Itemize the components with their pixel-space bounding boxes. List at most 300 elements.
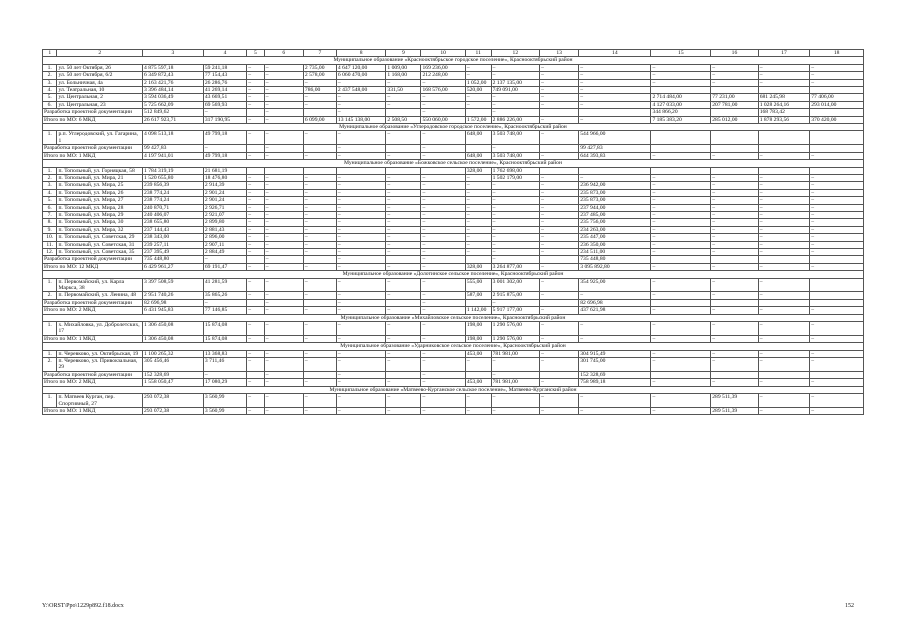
value-cell: – <box>651 79 711 86</box>
value-cell: – <box>386 211 421 218</box>
value-cell: 305 456,46 <box>143 358 204 372</box>
value-cell: – <box>711 197 758 204</box>
section-title: Муниципальное образование «Ударниковское сельское поселение», Краснооктябрьский район <box>43 343 864 350</box>
value-cell: – <box>421 292 465 299</box>
value-cell: 1 142,00 <box>465 307 491 314</box>
value-cell: 1 306 450,08 <box>143 335 204 342</box>
value-cell: 240 870,71 <box>143 204 204 211</box>
value-cell <box>540 167 579 174</box>
value-cell: – <box>711 248 758 255</box>
value-cell: – <box>540 101 579 108</box>
table-row <box>43 109 864 116</box>
value-cell: – <box>540 407 579 414</box>
value-cell: – <box>264 145 303 152</box>
value-cell: 3 503 748,00 <box>491 131 539 145</box>
table-row <box>43 278 864 292</box>
value-cell: 239 856,39 <box>143 182 204 189</box>
address-cell: п. Топольный, ул. Мира, 26 <box>57 189 143 196</box>
value-cell: – <box>421 256 465 263</box>
value-cell <box>386 167 421 174</box>
value-cell: – <box>465 248 491 255</box>
row-number: 6. <box>43 101 57 108</box>
value-cell: – <box>540 87 579 94</box>
value-cell: 82 696,98 <box>579 299 651 306</box>
table-row <box>43 292 864 299</box>
value-cell: – <box>465 182 491 189</box>
value-cell: 4 197 941,01 <box>143 152 204 159</box>
value-cell: – <box>579 335 651 342</box>
value-cell: 758 989,18 <box>579 379 651 386</box>
section-title: Муниципальное образование «Божковское сельское поселение», Краснооктябрьский район <box>43 160 864 167</box>
value-cell: – <box>465 94 491 101</box>
value-cell: – <box>386 322 421 336</box>
address-cell: ул. Центральная, 2 <box>57 94 143 101</box>
value-cell: – <box>421 189 465 196</box>
value-cell: – <box>465 219 491 226</box>
value-cell: – <box>421 182 465 189</box>
value-cell: – <box>303 278 336 292</box>
table-row <box>43 174 864 181</box>
value-cell: 3 503 748,00 <box>491 152 539 159</box>
address-cell: п. Топольный, ул. Мира, 30 <box>57 219 143 226</box>
header-cell: 15 <box>651 50 711 57</box>
value-cell: – <box>540 292 579 299</box>
value-cell: – <box>421 101 465 108</box>
value-cell: – <box>264 204 303 211</box>
row-number: 1. <box>43 64 57 71</box>
value-cell <box>540 299 579 306</box>
value-cell <box>303 145 336 152</box>
value-cell: – <box>651 278 711 292</box>
value-cell: 354 925,00 <box>579 278 651 292</box>
header-cell: 12 <box>491 50 539 57</box>
value-cell <box>247 145 265 152</box>
value-cell: 15 874,08 <box>203 335 246 342</box>
value-cell: – <box>491 101 539 108</box>
value-cell: 49 799,18 <box>203 152 246 159</box>
value-cell: – <box>758 152 810 159</box>
table-row <box>43 94 864 101</box>
value-cell: – <box>540 358 579 372</box>
value-cell: – <box>711 263 758 270</box>
value-cell: 236 350,00 <box>579 241 651 248</box>
value-cell: – <box>758 278 810 292</box>
value-cell: 6 060 470,00 <box>336 72 386 79</box>
value-cell <box>651 167 711 174</box>
value-cell: 169 236,00 <box>421 64 465 71</box>
value-cell: 2 886 226,00 <box>491 116 539 123</box>
value-cell: – <box>465 72 491 79</box>
value-cell: – <box>540 394 579 408</box>
value-cell: – <box>810 379 864 386</box>
value-cell: – <box>810 204 864 211</box>
value-cell: 289 511,39 <box>711 407 758 414</box>
value-cell: 735 448,80 <box>143 256 204 263</box>
page-number: 152 <box>845 603 854 609</box>
value-cell: – <box>247 211 265 218</box>
row-number: 2. <box>43 72 57 79</box>
value-cell: – <box>711 204 758 211</box>
value-cell: 6 099,00 <box>303 116 336 123</box>
value-cell: – <box>758 174 810 181</box>
value-cell <box>711 145 758 152</box>
value-cell: – <box>247 335 265 342</box>
value-cell: – <box>303 211 336 218</box>
value-cell: – <box>810 226 864 233</box>
value-cell: – <box>758 407 810 414</box>
value-cell: – <box>810 241 864 248</box>
value-cell: – <box>264 371 303 378</box>
value-cell: 512 849,62 <box>143 109 204 116</box>
value-cell: – <box>264 197 303 204</box>
value-cell: 293 072,38 <box>143 407 204 414</box>
value-cell: – <box>264 72 303 79</box>
value-cell: 41 269,14 <box>203 87 246 94</box>
section-title: Муниципальное образование «Матвеево-Курганское сельское поселение», Матвеево-Курганский район <box>43 386 864 393</box>
value-cell: – <box>711 226 758 233</box>
value-cell: – <box>758 358 810 372</box>
value-cell: 238 343,00 <box>143 234 204 241</box>
value-cell: 544 966,00 <box>579 131 651 145</box>
value-cell: – <box>491 64 539 71</box>
section-row <box>43 271 864 278</box>
file-path: Y:\ORST\Ppo\1229p892.f18.docx <box>42 603 124 609</box>
value-cell: – <box>711 278 758 292</box>
value-cell: – <box>758 64 810 71</box>
value-cell <box>465 299 491 306</box>
header-row <box>43 50 864 57</box>
value-cell: – <box>758 263 810 270</box>
value-cell: – <box>264 299 303 306</box>
table-row <box>43 211 864 218</box>
value-cell: – <box>579 174 651 181</box>
value-cell: – <box>386 234 421 241</box>
value-cell: – <box>711 72 758 79</box>
value-cell <box>711 87 758 94</box>
value-cell: – <box>579 322 651 336</box>
value-cell <box>711 256 758 263</box>
value-cell: – <box>264 350 303 357</box>
value-cell: 370 420,00 <box>810 116 864 123</box>
value-cell: 77 146,85 <box>203 307 246 314</box>
value-cell: 69 191,47 <box>203 263 246 270</box>
value-cell: – <box>465 204 491 211</box>
budget-table-sheet <box>42 49 864 415</box>
value-cell: – <box>421 322 465 336</box>
value-cell: – <box>651 241 711 248</box>
value-cell <box>303 167 336 174</box>
header-cell: 4 <box>203 50 246 57</box>
value-cell: – <box>336 131 386 145</box>
value-cell: 1 052,00 <box>465 79 491 86</box>
value-cell: – <box>758 241 810 248</box>
value-cell: 152 328,69 <box>579 371 651 378</box>
value-cell: 26 286,76 <box>203 79 246 86</box>
value-cell: – <box>247 307 265 314</box>
section-row <box>43 57 864 64</box>
value-cell: – <box>421 197 465 204</box>
value-cell: – <box>579 407 651 414</box>
value-cell: – <box>336 101 386 108</box>
value-cell <box>386 256 421 263</box>
row-label: Разработка проектной документации <box>43 299 143 306</box>
value-cell: – <box>264 116 303 123</box>
value-cell: – <box>264 64 303 71</box>
value-cell <box>651 256 711 263</box>
value-cell: – <box>264 219 303 226</box>
value-cell: – <box>465 407 491 414</box>
value-cell: – <box>810 72 864 79</box>
value-cell: – <box>421 350 465 357</box>
value-cell: – <box>247 152 265 159</box>
value-cell: – <box>303 234 336 241</box>
value-cell: – <box>579 116 651 123</box>
value-cell: – <box>264 394 303 408</box>
value-cell <box>758 299 810 306</box>
value-cell: – <box>540 219 579 226</box>
value-cell: – <box>247 322 265 336</box>
header-cell: 10 <box>421 50 465 57</box>
value-cell: – <box>336 394 386 408</box>
address-cell: п. Матвеев Курган, пер. Спортивный, 27 <box>57 394 143 408</box>
value-cell <box>810 371 864 378</box>
value-cell <box>247 109 265 116</box>
value-cell: – <box>264 292 303 299</box>
value-cell: – <box>303 79 336 86</box>
value-cell: – <box>264 94 303 101</box>
value-cell: – <box>711 350 758 357</box>
value-cell: – <box>711 335 758 342</box>
value-cell: – <box>651 189 711 196</box>
value-cell: – <box>386 407 421 414</box>
value-cell: – <box>711 322 758 336</box>
row-number: 9. <box>43 226 57 233</box>
row-number: 1. <box>43 394 57 408</box>
value-cell: 2 907,11 <box>203 241 246 248</box>
value-cell: – <box>264 278 303 292</box>
table-row <box>43 256 864 263</box>
row-label: Разработка проектной документации <box>43 256 143 263</box>
value-cell: – <box>810 350 864 357</box>
value-cell: – <box>336 299 386 306</box>
value-cell: – <box>810 263 864 270</box>
value-cell: – <box>651 350 711 357</box>
budget-table <box>42 49 864 415</box>
value-cell: – <box>421 379 465 386</box>
value-cell: 1 520 655,80 <box>143 174 204 181</box>
value-cell: 41 281,59 <box>203 278 246 292</box>
value-cell: – <box>336 371 386 378</box>
value-cell: – <box>810 219 864 226</box>
value-cell: – <box>711 79 758 86</box>
value-cell: 1 009,00 <box>386 64 421 71</box>
value-cell: – <box>264 407 303 414</box>
value-cell: – <box>386 379 421 386</box>
value-cell <box>579 109 651 116</box>
value-cell: – <box>247 278 265 292</box>
value-cell: 237 144,43 <box>143 226 204 233</box>
value-cell: – <box>421 131 465 145</box>
value-cell: 237 944,00 <box>579 204 651 211</box>
value-cell: – <box>336 197 386 204</box>
value-cell: – <box>386 394 421 408</box>
value-cell: – <box>491 241 539 248</box>
value-cell: – <box>651 72 711 79</box>
value-cell: – <box>540 94 579 101</box>
value-cell <box>758 87 810 94</box>
value-cell: – <box>711 189 758 196</box>
value-cell: 198,00 <box>465 335 491 342</box>
value-cell: – <box>711 211 758 218</box>
value-cell: – <box>465 101 491 108</box>
table-body <box>43 50 864 415</box>
value-cell: – <box>491 248 539 255</box>
value-cell: – <box>247 219 265 226</box>
value-cell: – <box>579 94 651 101</box>
value-cell: – <box>303 182 336 189</box>
value-cell: – <box>810 322 864 336</box>
value-cell: 735 448,80 <box>579 256 651 263</box>
value-cell: 237 395,49 <box>143 248 204 255</box>
value-cell: – <box>336 204 386 211</box>
value-cell: 7 185 383,20 <box>651 116 711 123</box>
value-cell: – <box>758 234 810 241</box>
value-cell: – <box>540 234 579 241</box>
row-number: 5. <box>43 94 57 101</box>
value-cell: – <box>540 174 579 181</box>
table-row <box>43 72 864 79</box>
value-cell: – <box>758 197 810 204</box>
value-cell: 2 915 875,00 <box>491 292 539 299</box>
header-cell: 16 <box>711 50 758 57</box>
value-cell: 238 655,80 <box>143 219 204 226</box>
value-cell: – <box>421 263 465 270</box>
table-row <box>43 379 864 386</box>
value-cell: – <box>247 234 265 241</box>
value-cell: – <box>758 307 810 314</box>
section-title: Муниципальное образование «Михайловское сельское поселение», Краснооктябрьский район <box>43 314 864 321</box>
value-cell: 15 874,08 <box>203 322 246 336</box>
value-cell <box>651 131 711 145</box>
value-cell: – <box>540 322 579 336</box>
value-cell: – <box>247 292 265 299</box>
value-cell: – <box>264 87 303 94</box>
row-number: 1. <box>43 131 57 145</box>
value-cell: – <box>540 131 579 145</box>
value-cell: – <box>491 234 539 241</box>
value-cell: – <box>540 79 579 86</box>
value-cell: – <box>421 248 465 255</box>
value-cell: – <box>491 371 539 378</box>
section-row <box>43 343 864 350</box>
value-cell: 2 714 484,00 <box>651 94 711 101</box>
header-cell: 8 <box>336 50 386 57</box>
value-cell: – <box>247 189 265 196</box>
value-cell: 2 437 548,00 <box>336 87 386 94</box>
value-cell: 4 647 120,00 <box>336 64 386 71</box>
value-cell: 239 257,11 <box>143 241 204 248</box>
value-cell <box>247 371 265 378</box>
value-cell: – <box>651 226 711 233</box>
value-cell: – <box>336 94 386 101</box>
value-cell: – <box>336 263 386 270</box>
value-cell: 453,00 <box>465 379 491 386</box>
row-number: 4. <box>43 189 57 196</box>
value-cell <box>303 371 336 378</box>
value-cell: 2 901,24 <box>203 189 246 196</box>
value-cell <box>810 145 864 152</box>
value-cell: – <box>247 174 265 181</box>
value-cell: – <box>386 79 421 86</box>
value-cell: – <box>711 292 758 299</box>
row-number: 5. <box>43 197 57 204</box>
value-cell: – <box>810 335 864 342</box>
value-cell: – <box>336 182 386 189</box>
value-cell: – <box>651 174 711 181</box>
value-cell: – <box>491 197 539 204</box>
value-cell: – <box>264 234 303 241</box>
value-cell: – <box>303 379 336 386</box>
value-cell: – <box>303 335 336 342</box>
value-cell <box>651 87 711 94</box>
value-cell: 168 783,42 <box>758 109 810 116</box>
row-number: 3. <box>43 182 57 189</box>
value-cell: – <box>421 299 465 306</box>
value-cell: – <box>336 189 386 196</box>
header-cell: 18 <box>810 50 864 57</box>
value-cell: – <box>386 101 421 108</box>
value-cell: – <box>540 226 579 233</box>
table-row <box>43 263 864 270</box>
value-cell: – <box>421 145 465 152</box>
value-cell: 2 921,07 <box>203 211 246 218</box>
value-cell: – <box>386 292 421 299</box>
value-cell: – <box>264 109 303 116</box>
value-cell: – <box>336 109 386 116</box>
table-row <box>43 116 864 123</box>
address-cell: п. Черевково, ул. Привокзальная, 29 <box>57 358 143 372</box>
value-cell: – <box>303 189 336 196</box>
value-cell: 644 393,83 <box>579 152 651 159</box>
value-cell: – <box>303 350 336 357</box>
value-cell: – <box>386 94 421 101</box>
value-cell: – <box>264 226 303 233</box>
value-cell: – <box>758 226 810 233</box>
value-cell: – <box>711 219 758 226</box>
value-cell: – <box>264 182 303 189</box>
value-cell: 235 447,00 <box>579 234 651 241</box>
value-cell: – <box>758 379 810 386</box>
value-cell: – <box>247 94 265 101</box>
value-cell: – <box>465 358 491 372</box>
value-cell: 3 001 302,00 <box>491 278 539 292</box>
value-cell: – <box>386 152 421 159</box>
value-cell <box>264 167 303 174</box>
value-cell: 1 168,00 <box>386 72 421 79</box>
row-number: 3. <box>43 79 57 86</box>
value-cell: – <box>711 174 758 181</box>
value-cell <box>810 87 864 94</box>
value-cell: – <box>386 278 421 292</box>
value-cell: – <box>247 350 265 357</box>
value-cell: – <box>421 219 465 226</box>
value-cell: – <box>247 379 265 386</box>
value-cell: – <box>247 241 265 248</box>
value-cell: 1 558 050,47 <box>143 379 204 386</box>
address-cell: п. Топольный, ул. Мира, 27 <box>57 197 143 204</box>
value-cell: 59 241,18 <box>203 64 246 71</box>
value-cell: – <box>810 394 864 408</box>
